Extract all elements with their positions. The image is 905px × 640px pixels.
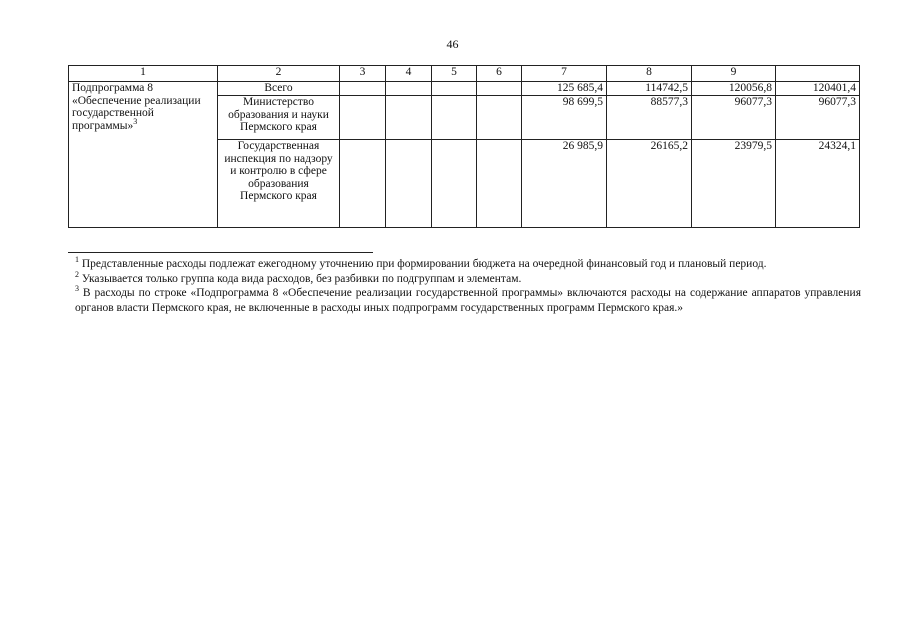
footnote [75,257,861,272]
column-header [776,66,860,82]
value-cell: 24324,1 [776,140,860,228]
empty-cell [477,140,522,228]
value-cell: 114742,5 [607,82,692,96]
value-cell: 26 985,9 [522,140,607,228]
footnote-divider [68,252,373,253]
footnotes [75,257,861,315]
footnote-text: Указывается только группа кода вида расходов, без разбивки по подгруппам и элементам. [79,272,522,285]
empty-cell [477,96,522,140]
footnote-ref: 3 [133,116,138,126]
value-cell: 23979,5 [692,140,776,228]
column-header: 9 [692,66,776,82]
value-cell: 26165,2 [607,140,692,228]
row-label: Государственная инспекция по надзору и контролю в сфере образования Пермского края [218,140,340,228]
footnote-text: Представленные расходы подлежат ежегодному уточнению при формировании бюджета на очередной финансовый год и плановый период. [79,258,767,270]
budget-table [68,65,860,228]
empty-cell [386,140,432,228]
footnote-mark: 2 [75,269,79,279]
footnote-mark: 3 [75,284,79,294]
column-header: 6 [477,66,522,82]
footnote-mark: 1 [75,255,79,265]
empty-cell [432,140,477,228]
empty-cell [432,82,477,96]
row-label: Министерство образования и науки Пермского края [218,96,340,140]
value-cell: 96077,3 [692,96,776,140]
column-header: 5 [432,66,477,82]
empty-cell [432,96,477,140]
column-header: 3 [340,66,386,82]
empty-cell [386,96,432,140]
footnote-text: В расходы по строке «Подпрограмма 8 «Обеспечение реализации государственной программы» включаются расходы на содержание аппаратов управления органов власти Пермского края, не включенные в расходы иных подпрограмм государственных программ Пермского края.» [75,287,861,314]
column-header: 4 [386,66,432,82]
program-name: Подпрограмма 8 «Обеспечение реализации государственной программы» [72,82,201,132]
page-number: 46 [446,37,459,51]
program-name-cell [69,82,218,228]
column-header: 2 [218,66,340,82]
row-label: Всего [218,82,340,96]
value-cell: 120401,4 [776,82,860,96]
value-cell: 120056,8 [692,82,776,96]
empty-cell [340,96,386,140]
footnote [75,286,861,315]
value-cell: 96077,3 [776,96,860,140]
value-cell: 125 685,4 [522,82,607,96]
column-header: 8 [607,66,692,82]
value-cell: 98 699,5 [522,96,607,140]
empty-cell [340,82,386,96]
column-header: 1 [69,66,218,82]
empty-cell [386,82,432,96]
table-row [69,82,860,96]
table-header-row [69,66,860,82]
column-header: 7 [522,66,607,82]
empty-cell [477,82,522,96]
empty-cell [340,140,386,228]
footnote [75,269,861,287]
value-cell: 88577,3 [607,96,692,140]
